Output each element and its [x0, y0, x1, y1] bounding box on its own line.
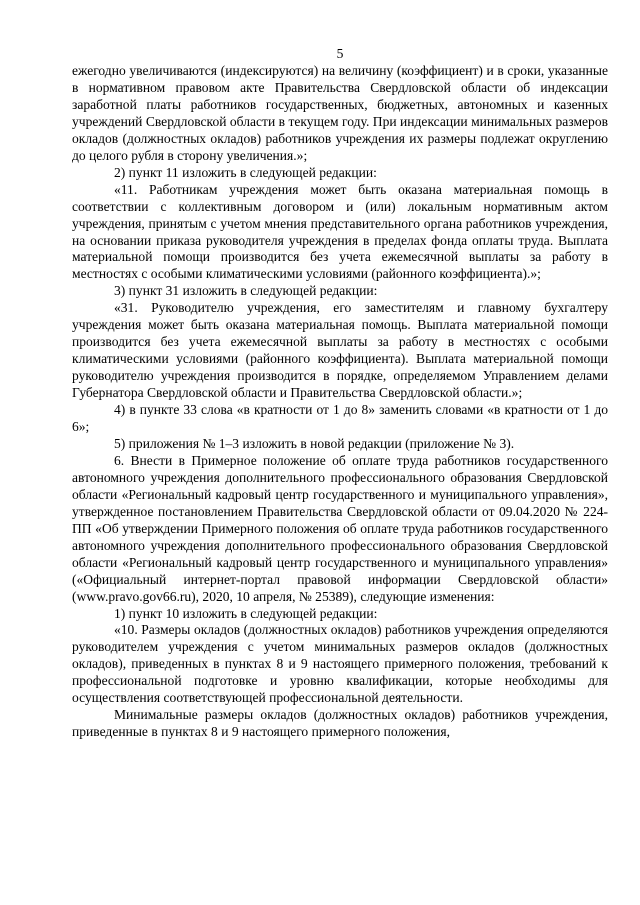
paragraph-item-3: 3) пункт 31 изложить в следующей редакции: — [114, 283, 378, 299]
paragraph-minimum-sizes: Минимальные размеры окладов (должностных окладов) работников учреждения, приведенные в пунктах 8 и 9 настоящего примерного положения, — [72, 707, 608, 740]
paragraph-clause-31: «31. Руководителю учреждения, его заместителям и главному бухгалтеру учреждения может быть оказана материальная помощь. Выплата материальной помощи производится без учета ежемесячной выплаты за работу в местностях с особыми климатическими условиями (районного коэффициента). Выплата материальной помощи руководителю учреждения производится в порядке, определяемом Управлением делами Губернатора Свердловской области и Правительства Свердловской области.»; — [72, 300, 608, 401]
paragraph-section-6: 6. Внести в Примерное положение об оплате труда работников государственного автономного учреждения дополнительного профессионального образования Свердловской области «Региональный кадровый центр государственного и муниципального управления», утвержденное постановлением Правительства Свердловской области от 09.04.2020 № 224-ПП «Об утверждении Примерного положения об оплате труда работников государственного автономного учреждения дополнительного профессионального образования Свердловской области «Региональный кадровый центр государственного и муниципального управления» («Официальный интернет-портал правовой информации Свердловской области» (www.pravo.gov66.ru), 2020, 10 апреля, № 25389), следующие изменения: — [72, 452, 608, 604]
paragraph-item-5: 5) приложения № 1–3 изложить в новой редакции (приложение № 3). — [114, 435, 515, 451]
page-number: 5 — [336, 46, 344, 61]
paragraph-item-2: 2) пункт 11 изложить в следующей редакции: — [114, 164, 377, 180]
paragraph-continuation: ежегодно увеличиваются (индексируются) на величину (коэффициент) и в сроки, указанные в нормативном правовом акте Правительства Свердловской области об индексации заработной платы работников государственных, бюджетных, автономных и казенных учреждений Свердловской области в текущем году. При индексации минимальных размеров окладов (должностных окладов) работников учреждения их размеры подлежат округлению до целого рубля в сторону увеличения.»; — [72, 63, 608, 163]
paragraph-item-1: 1) пункт 10 изложить в следующей редакции: — [114, 605, 378, 621]
paragraph-item-4: 4) в пункте 33 слова «в кратности от 1 до 8» заменить словами «в кратности от 1 до 6»; — [72, 402, 608, 435]
document-page — [72, 46, 608, 741]
paragraph-clause-11: «11. Работникам учреждения может быть оказана материальная помощь в соответствии с коллективным договором и (или) локальным нормативным актом учреждения, принятым с учетом мнения представительного органа работников учреждения, на основании приказа руководителя учреждения в пределах фонда оплаты труда. Выплата материальной помощи производится без учета ежемесячной выплаты за работу в местностях с особыми климатическими условиями (районного коэффициента).»; — [72, 181, 608, 282]
paragraph-clause-10: «10. Размеры окладов (должностных окладов) работников учреждения определяются руководителем учреждения с учетом минимальных размеров окладов (должностных окладов), приведенных в пунктах 8 и 9 настоящего примерного положения, требований к профессиональной подготовке и уровню квалификации, которые необходимы для осуществления соответствующей профессиональной деятельности. — [72, 622, 608, 706]
